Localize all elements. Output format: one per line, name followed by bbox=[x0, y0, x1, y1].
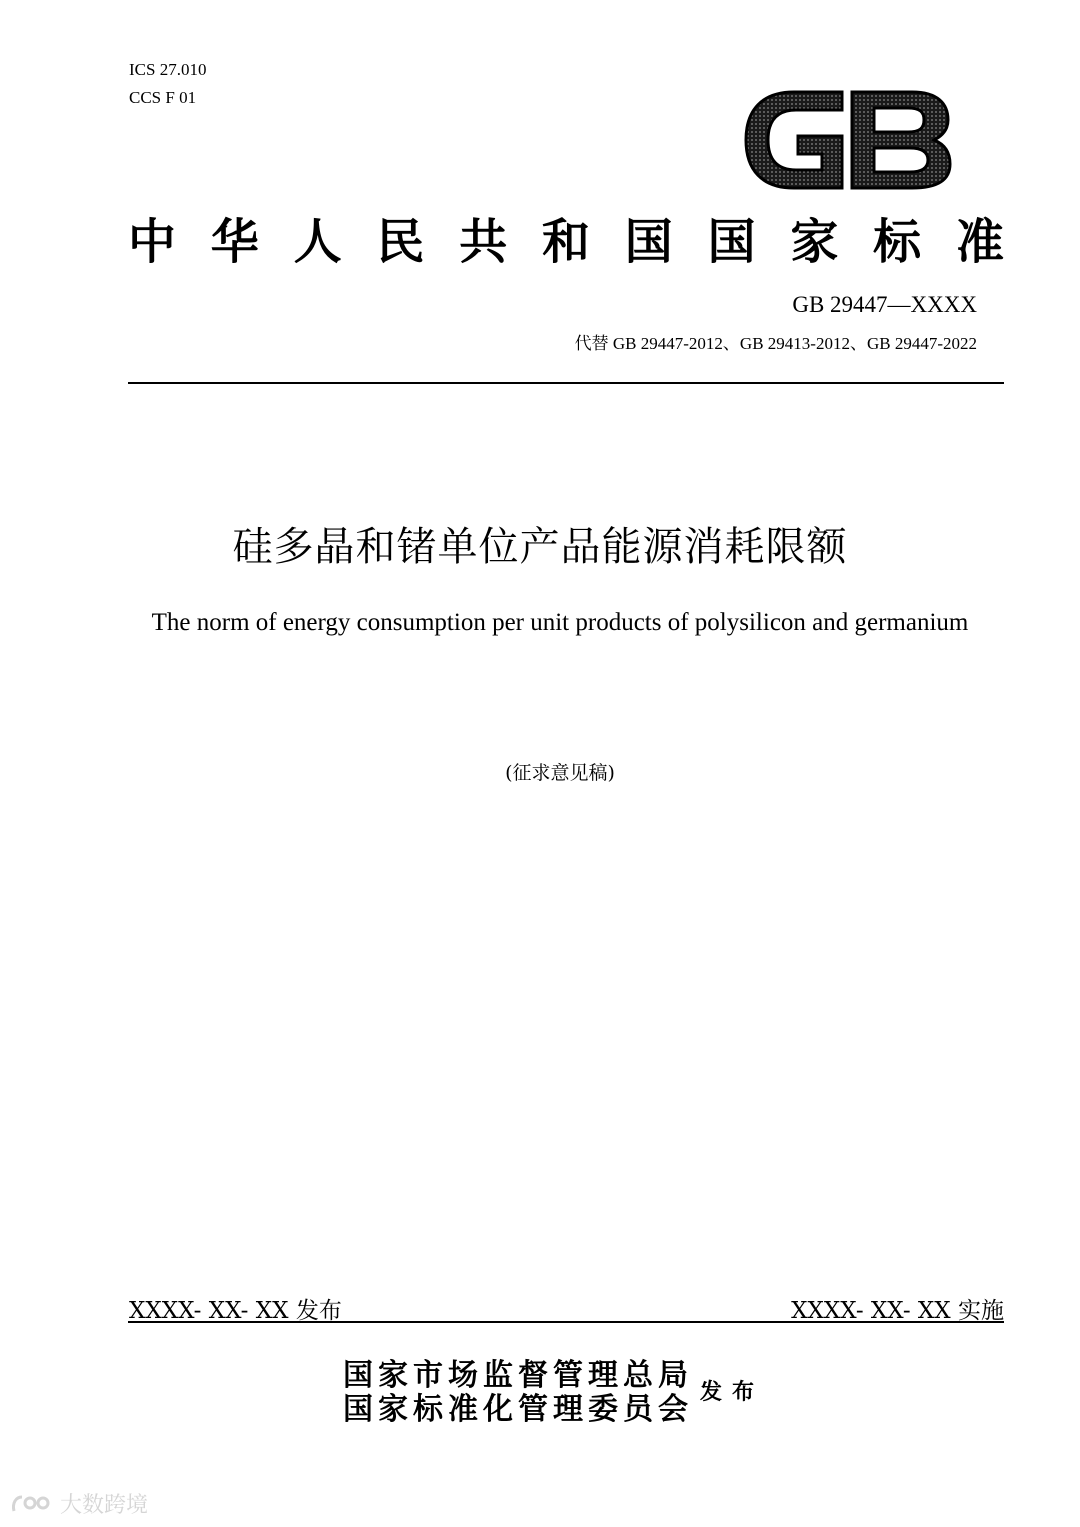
ics-code: ICS 27.010 bbox=[129, 60, 207, 79]
issuer-samr: 国家市场监督管理总局 bbox=[343, 1358, 693, 1393]
draft-note: (征求意见稿) bbox=[505, 762, 615, 784]
standard-number: GB 29447—XXXX bbox=[792, 292, 977, 317]
watermark bbox=[10, 1488, 148, 1519]
national-standard-title bbox=[128, 206, 1004, 268]
ccs-code: CCS F 01 bbox=[129, 88, 197, 107]
watermark-text: 大数跨境 bbox=[60, 1493, 149, 1518]
document-title-zh: 硅多晶和锗单位产品能源消耗限额 bbox=[232, 524, 848, 570]
title-char: 家 bbox=[790, 213, 839, 270]
title-char: 国 bbox=[624, 213, 673, 270]
document-title-en: The norm of energy consumption per unit products of polysilicon and germanium bbox=[151, 609, 969, 636]
title-char: 人 bbox=[293, 213, 342, 270]
issue-label: 发布 bbox=[700, 1379, 765, 1405]
title-char: 华 bbox=[210, 213, 259, 270]
brand-logo-icon bbox=[10, 1493, 56, 1515]
classification-codes bbox=[129, 56, 206, 112]
title-char: 国 bbox=[707, 213, 756, 270]
title-char: 中 bbox=[128, 213, 177, 270]
title-char: 和 bbox=[541, 213, 590, 270]
publish-date: XXXX- XX- XX 发布 bbox=[129, 1298, 342, 1324]
implement-date: XXXX- XX- XX 实施 bbox=[791, 1298, 1004, 1324]
header-divider bbox=[128, 382, 1004, 384]
issuer-sac: 国家标准化管理委员会 bbox=[343, 1392, 693, 1427]
title-char: 共 bbox=[459, 213, 508, 270]
replaces-standards: 代替 GB 29447-2012、GB 29413-2012、GB 29447-2022 bbox=[574, 334, 977, 353]
title-char: 标 bbox=[873, 213, 922, 270]
footer-divider bbox=[128, 1321, 1004, 1323]
issuing-authorities bbox=[343, 1359, 693, 1427]
title-char: 准 bbox=[955, 213, 1004, 270]
gb-logo-icon bbox=[742, 86, 954, 194]
title-char: 民 bbox=[376, 213, 425, 270]
